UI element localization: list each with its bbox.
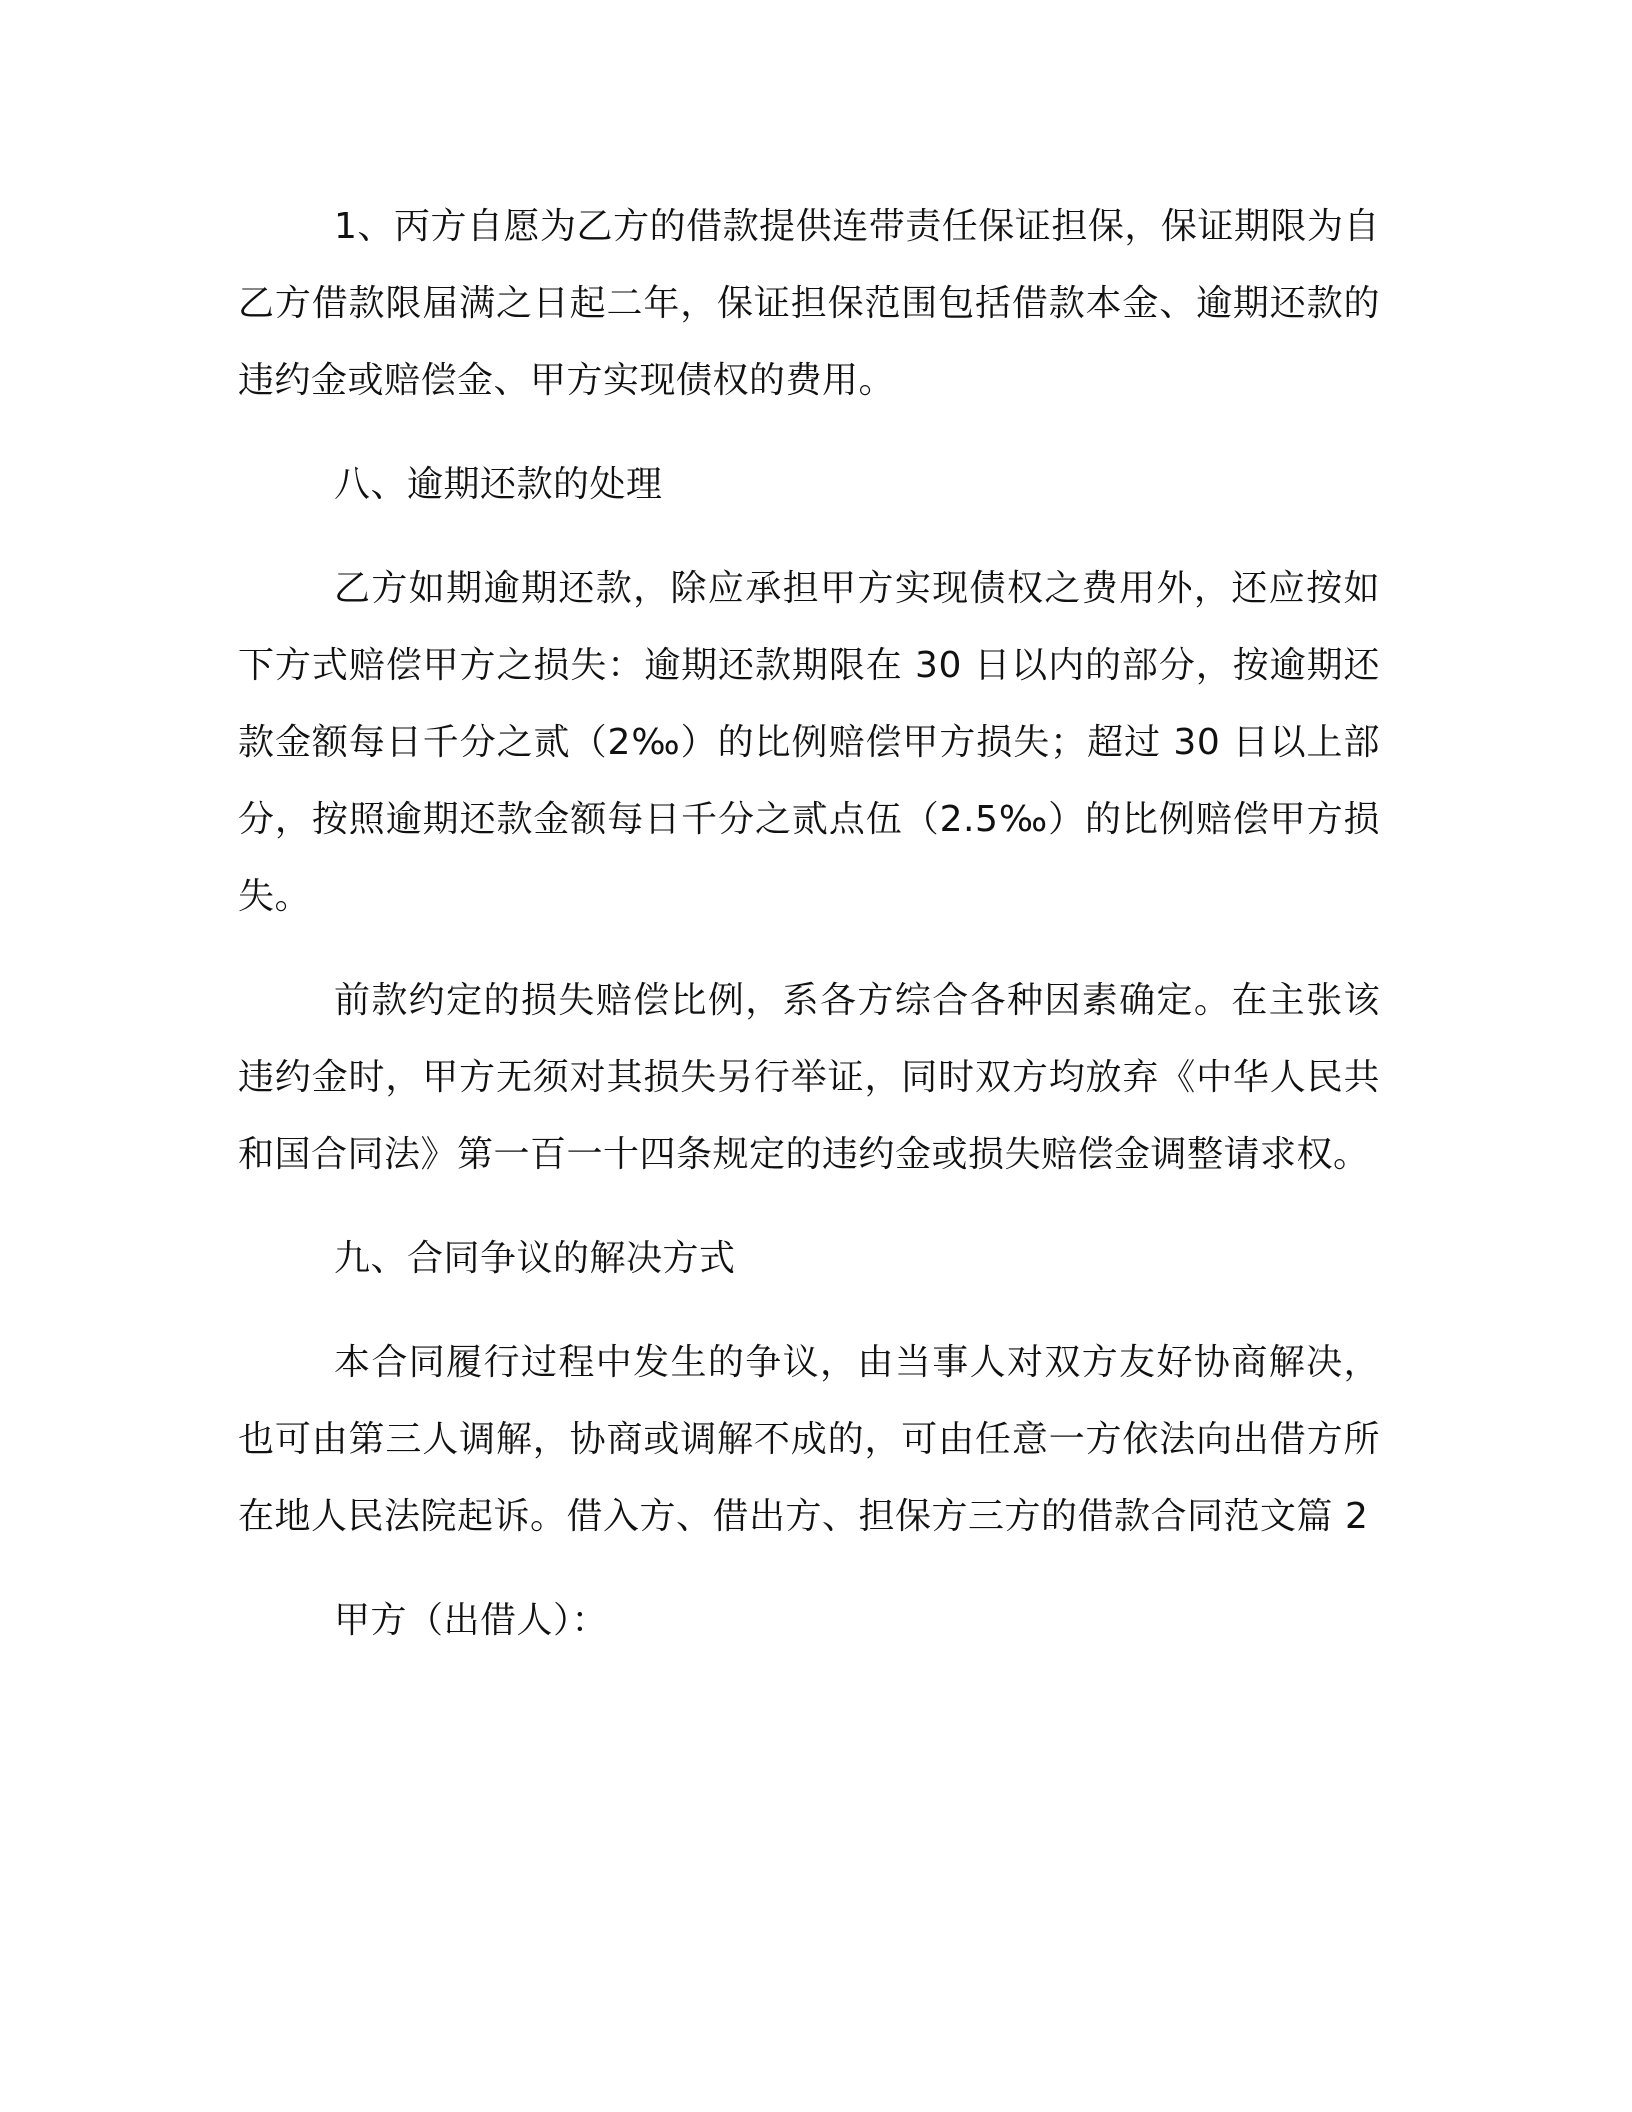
party-a-lender-line: 甲方（出借人）： — [334, 1600, 609, 1641]
section-heading-dispute-resolution: 九、合同争议的解决方式 — [334, 1238, 736, 1279]
dispute-resolution-paragraph: 本合同履行过程中发生的争议，由当事人对双方友好协商解决，也可由第三人调解，协商或调解不成的，可由任意一方依法向出借方所在地人民法院起诉。借入方、借出方、担保方三方的借款合同范文篇 2 — [238, 1342, 1380, 1537]
overdue-compensation-paragraph: 乙方如期逾期还款，除应承担甲方实现债权之费用外，还应按如下方式赔偿甲方之损失：逾期还款期限在 30 日以内的部分，按逾期还款金额每日千分之贰（2‰）的比例赔偿甲方损失；超过 30 日以上部分，按照逾期还款金额每日千分之贰点伍（2.5‰）的比例赔偿甲方损失。 — [238, 568, 1380, 917]
document-body — [238, 188, 1380, 1659]
compensation-ratio-paragraph: 前款约定的损失赔偿比例，系各方综合各种因素确定。在主张该违约金时，甲方无须对其损失另行举证，同时双方均放弃《中华人民共和国合同法》第一百一十四条规定的违约金或损失赔偿金调整请求权。 — [238, 980, 1380, 1175]
section-heading-overdue-repayment: 八、逾期还款的处理 — [334, 464, 663, 505]
guarantee-clause-paragraph: 1、丙方自愿为乙方的借款提供连带责任保证担保，保证期限为自乙方借款限届满之日起二年，保证担保范围包括借款本金、逾期还款的违约金或赔偿金、甲方实现债权的费用。 — [238, 206, 1380, 401]
